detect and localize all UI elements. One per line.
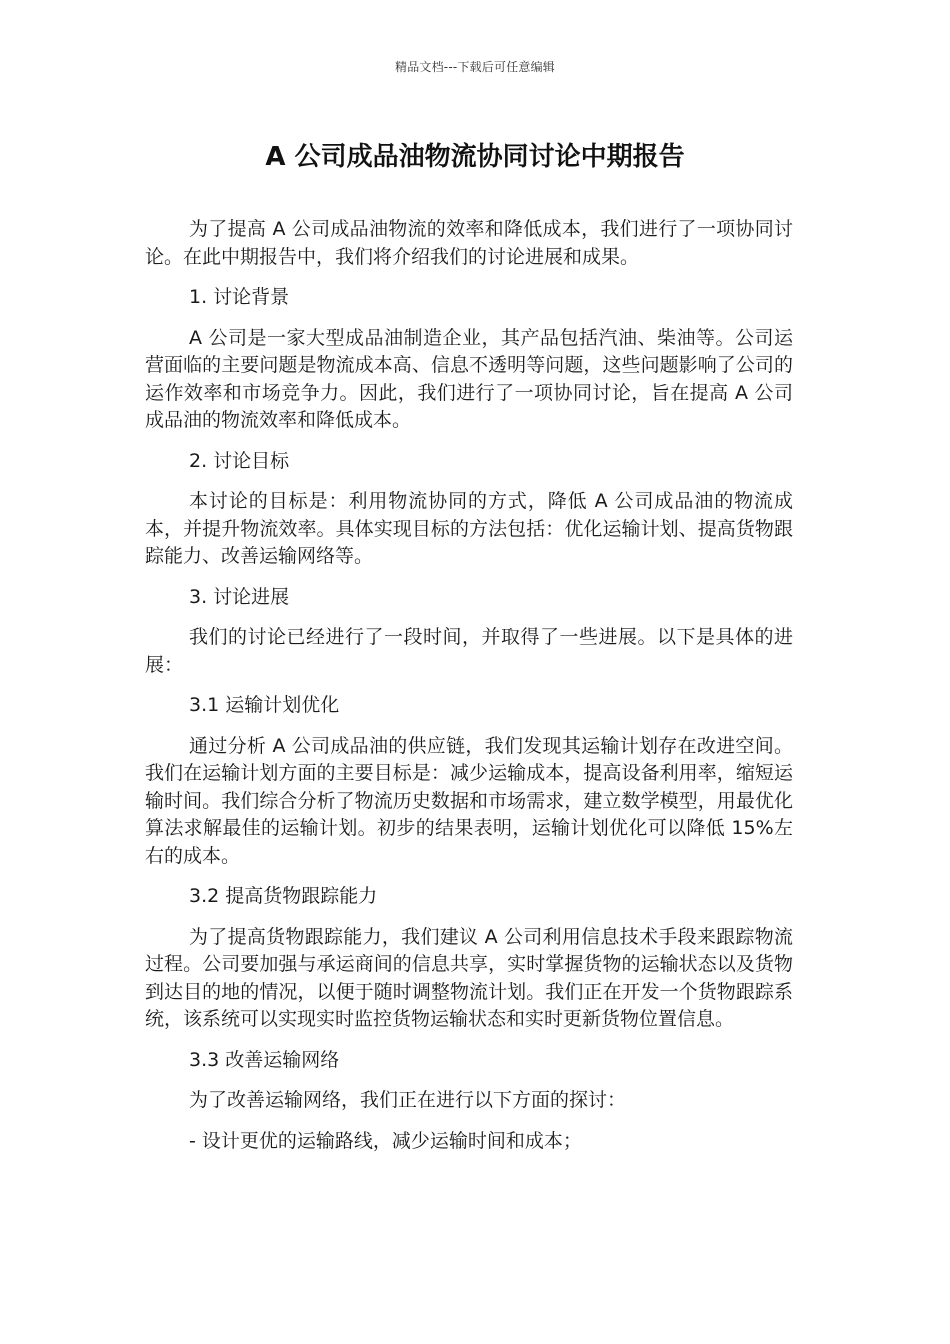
page-header-note: 精品文档---下载后可任意编辑 [395, 60, 555, 74]
section-heading-goals: 2. 讨论目标 [189, 449, 290, 472]
section-heading-background: 1. 讨论背景 [189, 286, 290, 308]
section-body-progress: 我们的讨论已经进行了一段时间，并取得了一些进展。以下是具体的进展： [145, 626, 793, 676]
intro-paragraph: 为了提高 A 公司成品油物流的效率和降低成本，我们进行了一项协同讨论。在此中期报告中，我们将介绍我们的讨论进展和成果。 [145, 218, 793, 268]
subsection-body-tracking: 为了提高货物跟踪能力，我们建议 A 公司利用信息技术手段来跟踪物流过程。公司要加强与承运商间的信息共享，实时掌握货物的运输状态以及货物到达目的地的情况，以便于随时调整物流计划。我们正在开发一个货物跟踪系统，该系统可以实现实时监控货物运输状态和实时更新货物位置信息。 [145, 925, 793, 1030]
subsection-heading-tracking: 3.2 提高货物跟踪能力 [189, 885, 378, 907]
list-item: - 设计更优的运输路线，减少运输时间和成本； [189, 1129, 582, 1152]
subsection-heading-transport-plan: 3.1 运输计划优化 [189, 694, 340, 716]
subsection-heading-network: 3.3 改善运输网络 [189, 1048, 340, 1071]
section-body-goals: 本讨论的目标是：利用物流协同的方式，降低 A 公司成品油的物流成本，并提升物流效率。具体实现目标的方法包括：优化运输计划、提高货物跟踪能力、改善运输网络等。 [145, 490, 793, 567]
section-body-background: A 公司是一家大型成品油制造企业，其产品包括汽油、柴油等。公司运营面临的主要问题是物流成本高、信息不透明等问题，这些问题影响了公司的运作效率和市场竞争力。因此，我们进行了一项协同讨论，旨在提高 A 公司成品油的物流效率和降低成本。 [145, 326, 793, 431]
section-heading-progress: 3. 讨论进展 [189, 585, 290, 608]
subsection-body-network: 为了改善运输网络，我们正在进行以下方面的探讨： [189, 1089, 627, 1111]
subsection-body-transport-plan: 通过分析 A 公司成品油的供应链，我们发现其运输计划存在改进空间。我们在运输计划方面的主要目标是：减少运输成本，提高设备利用率，缩短运输时间。我们综合分析了物流历史数据和市场需求，建立数学模型，用最优化算法求解最佳的运输计划。初步的结果表明，运输计划优化可以降低 15%左右的成本。 [145, 734, 793, 867]
document-body [145, 216, 793, 1168]
document-title: A 公司成品油物流协同讨论中期报告 [265, 142, 685, 172]
